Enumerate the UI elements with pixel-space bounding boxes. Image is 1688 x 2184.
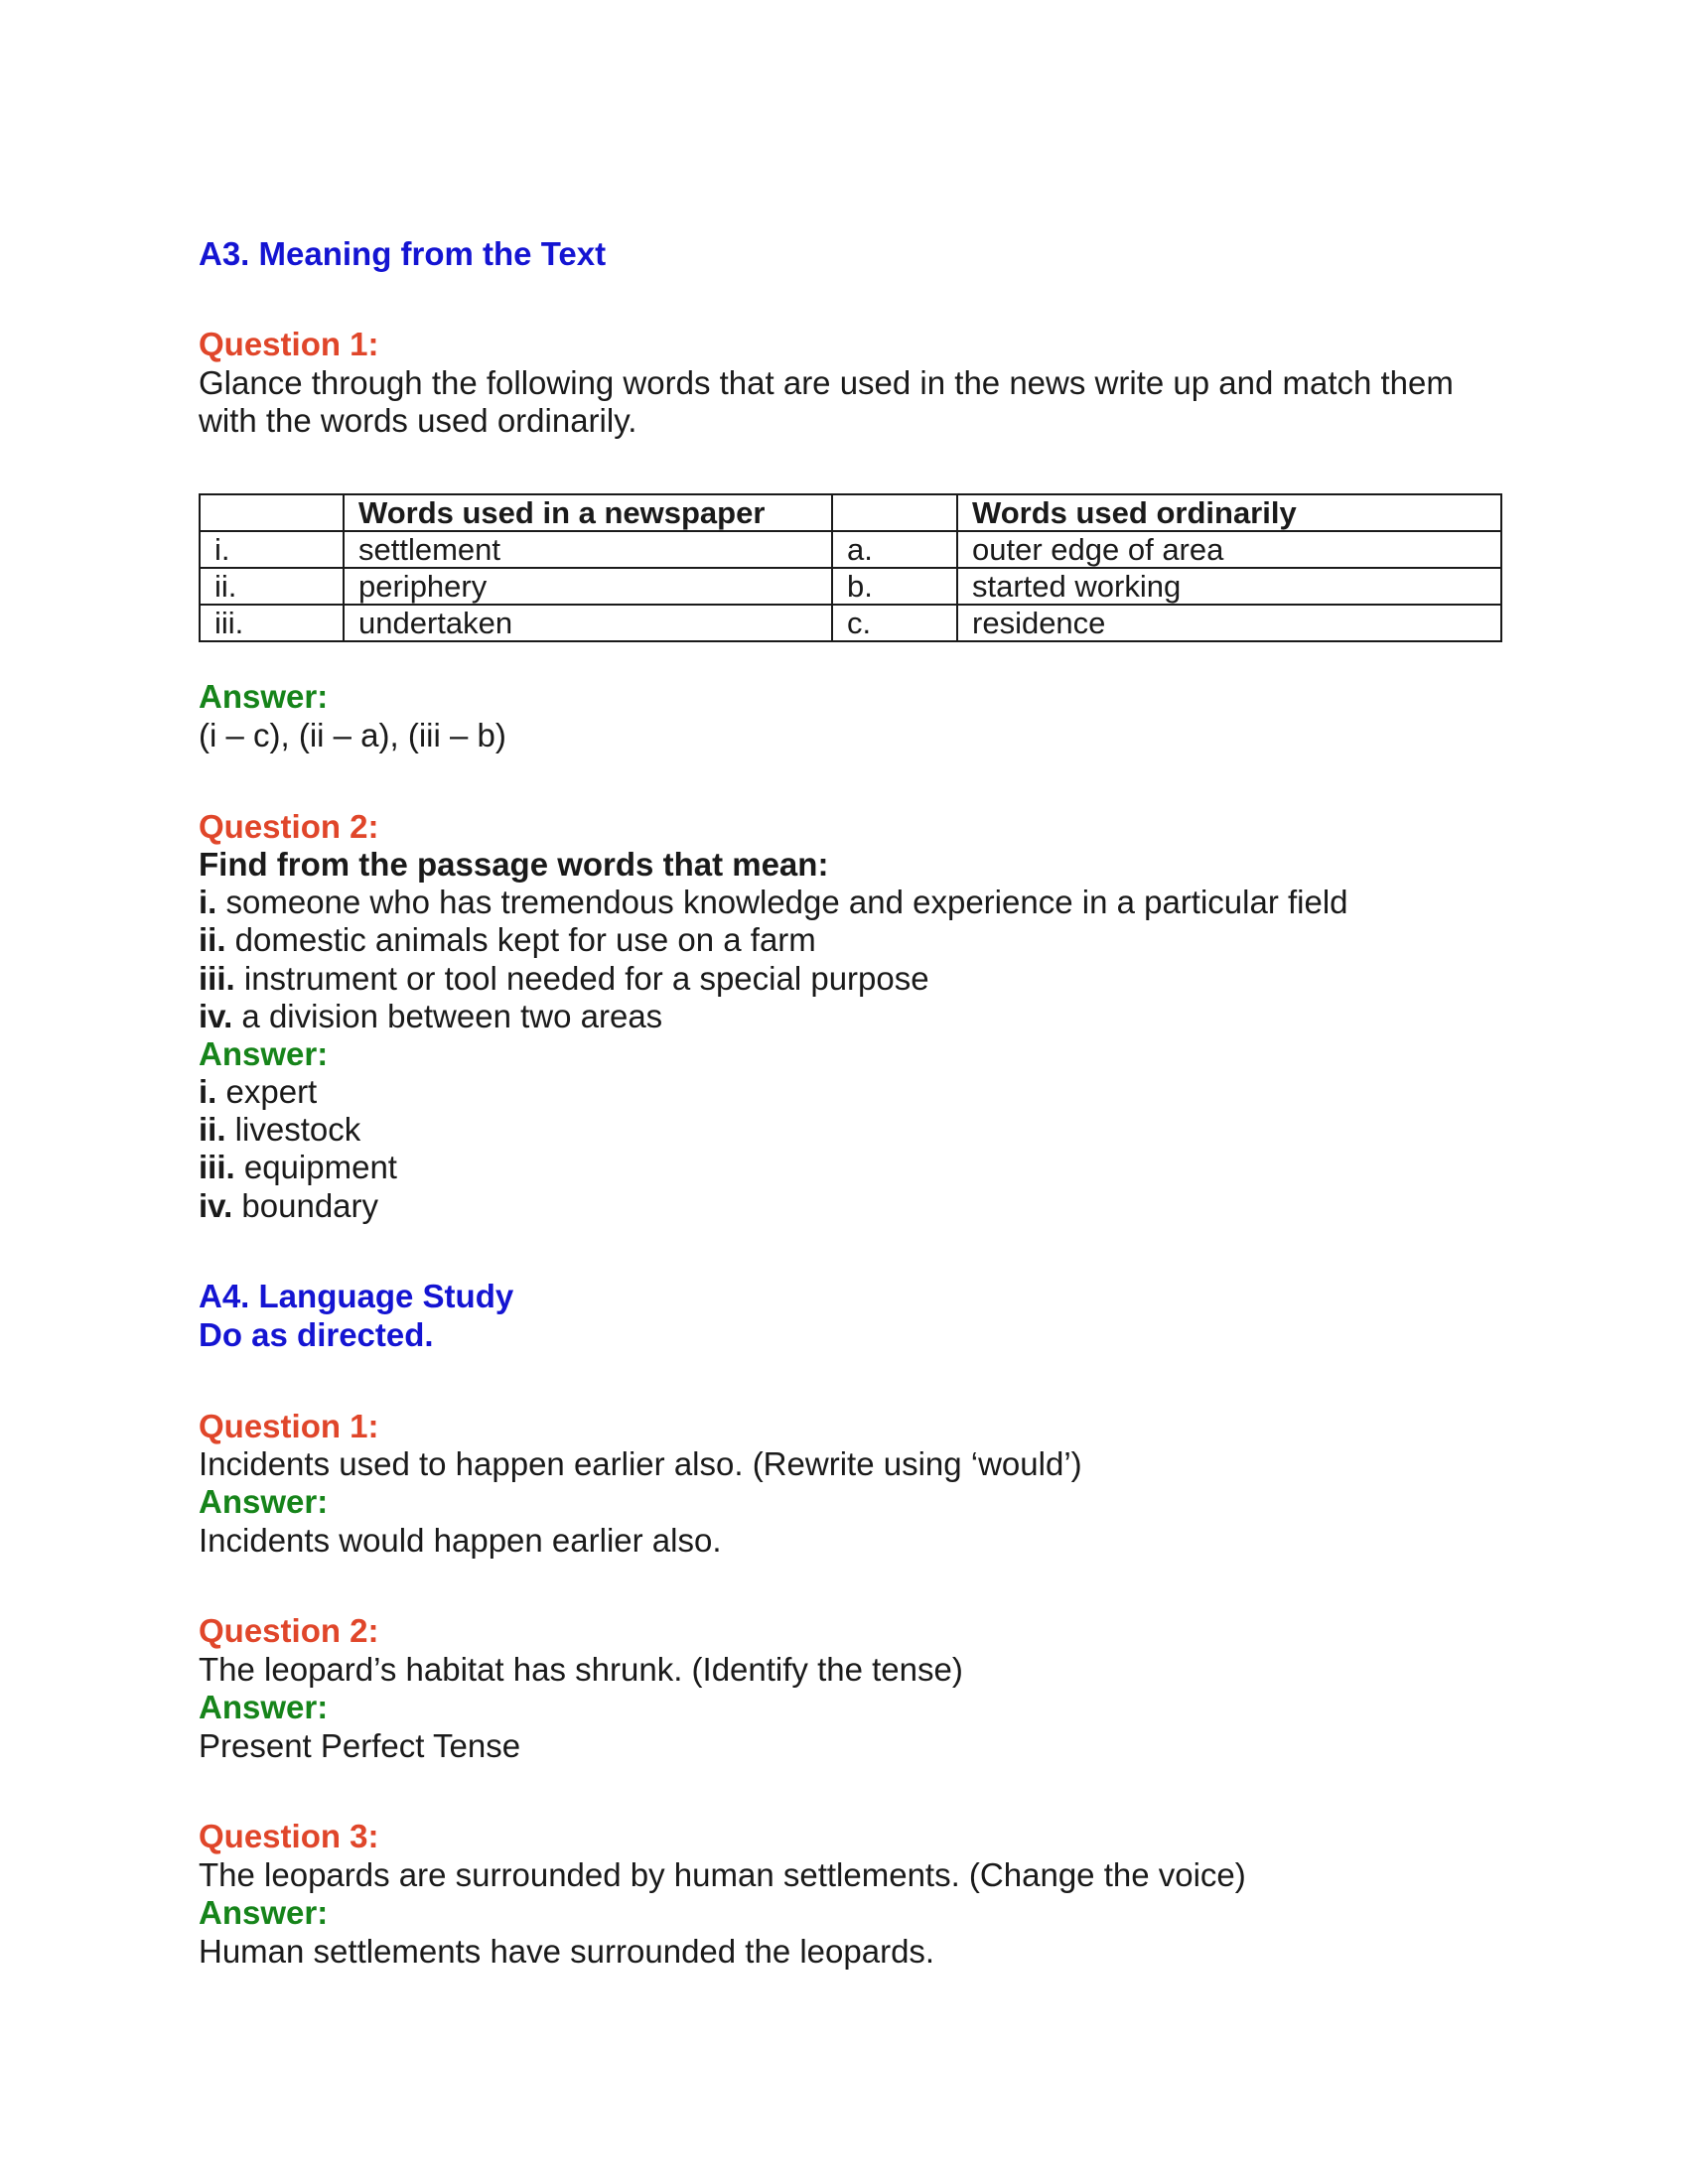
- table-cell: i.: [200, 531, 344, 568]
- section-heading-a3: A3. Meaning from the Text: [199, 235, 607, 272]
- question-text: Incidents used to happen earlier also. (Rewrite using ‘would’): [199, 1445, 1082, 1482]
- question-label: Question 2:: [199, 1612, 379, 1649]
- list-item-text: livestock: [225, 1111, 361, 1148]
- list-item-text: domestic animals kept for use on a farm: [225, 921, 816, 958]
- section-heading-a4: A4. Language Study: [199, 1278, 514, 1314]
- table-cell: undertaken: [344, 605, 832, 641]
- answer-label: Answer:: [199, 1035, 329, 1072]
- question-label: Question 1:: [199, 1408, 379, 1444]
- table-cell: residence: [957, 605, 1501, 641]
- table-row: [200, 531, 1501, 568]
- section-subheading: Do as directed.: [199, 1316, 434, 1353]
- table-row: [200, 605, 1501, 641]
- list-item-number: ii.: [199, 921, 226, 958]
- table-cell: b.: [832, 568, 957, 605]
- list-item: [199, 883, 1348, 921]
- answer-label: Answer:: [199, 1689, 329, 1725]
- list-item-text: someone who has tremendous knowledge and experience in a particular field: [216, 884, 1348, 920]
- answer-label: Answer:: [199, 1483, 329, 1520]
- list-item-number: i.: [199, 1073, 217, 1110]
- list-item: [199, 959, 929, 998]
- answer-label: Answer:: [199, 678, 329, 715]
- table-header-row: [200, 494, 1501, 531]
- table-cell: iii.: [200, 605, 344, 641]
- table-cell: c.: [832, 605, 957, 641]
- table-header-cell: [832, 494, 957, 531]
- answer-text: Human settlements have surrounded the leopards.: [199, 1933, 935, 1970]
- question-label: Question 1:: [199, 326, 379, 362]
- answer-text: (i – c), (ii – a), (iii – b): [199, 717, 506, 753]
- list-item-text: instrument or tool needed for a special purpose: [234, 960, 929, 997]
- list-item-text: boundary: [232, 1187, 379, 1224]
- list-item-number: i.: [199, 884, 217, 920]
- table-cell: outer edge of area: [957, 531, 1501, 568]
- question-label: Question 2:: [199, 808, 379, 845]
- list-item-text: a division between two areas: [232, 998, 663, 1034]
- list-item: [199, 1186, 378, 1225]
- table-cell: settlement: [344, 531, 832, 568]
- list-item-number: iii.: [199, 960, 235, 997]
- table-cell: ii.: [200, 568, 344, 605]
- list-item: [199, 1110, 360, 1149]
- answer-text: Incidents would happen earlier also.: [199, 1522, 722, 1559]
- list-item-number: iv.: [199, 1187, 233, 1224]
- list-item-text: expert: [216, 1073, 318, 1110]
- table-header-cell: Words used in a newspaper: [344, 494, 832, 531]
- question-text: The leopards are surrounded by human settlements. (Change the voice): [199, 1856, 1246, 1893]
- question-text: Glance through the following words that are used in the news write up and match them: [199, 364, 1454, 401]
- list-item: [199, 920, 816, 959]
- table-row: [200, 568, 1501, 605]
- table-cell: a.: [832, 531, 957, 568]
- list-item: [199, 1148, 397, 1186]
- list-item: [199, 1072, 317, 1111]
- table-header-cell: [200, 494, 344, 531]
- question-text: The leopard’s habitat has shrunk. (Identify the tense): [199, 1651, 963, 1688]
- table-cell: periphery: [344, 568, 832, 605]
- list-item-number: iv.: [199, 998, 233, 1034]
- question-instruction: Find from the passage words that mean:: [199, 846, 829, 883]
- table-cell: started working: [957, 568, 1501, 605]
- list-item-text: equipment: [234, 1149, 397, 1185]
- table-header-cell: Words used ordinarily: [957, 494, 1501, 531]
- list-item: [199, 997, 662, 1035]
- matching-table: [199, 493, 1502, 642]
- list-item-number: ii.: [199, 1111, 226, 1148]
- answer-label: Answer:: [199, 1894, 329, 1931]
- question-text: with the words used ordinarily.: [199, 402, 637, 439]
- answer-text: Present Perfect Tense: [199, 1727, 521, 1764]
- list-item-number: iii.: [199, 1149, 235, 1185]
- question-label: Question 3:: [199, 1818, 379, 1854]
